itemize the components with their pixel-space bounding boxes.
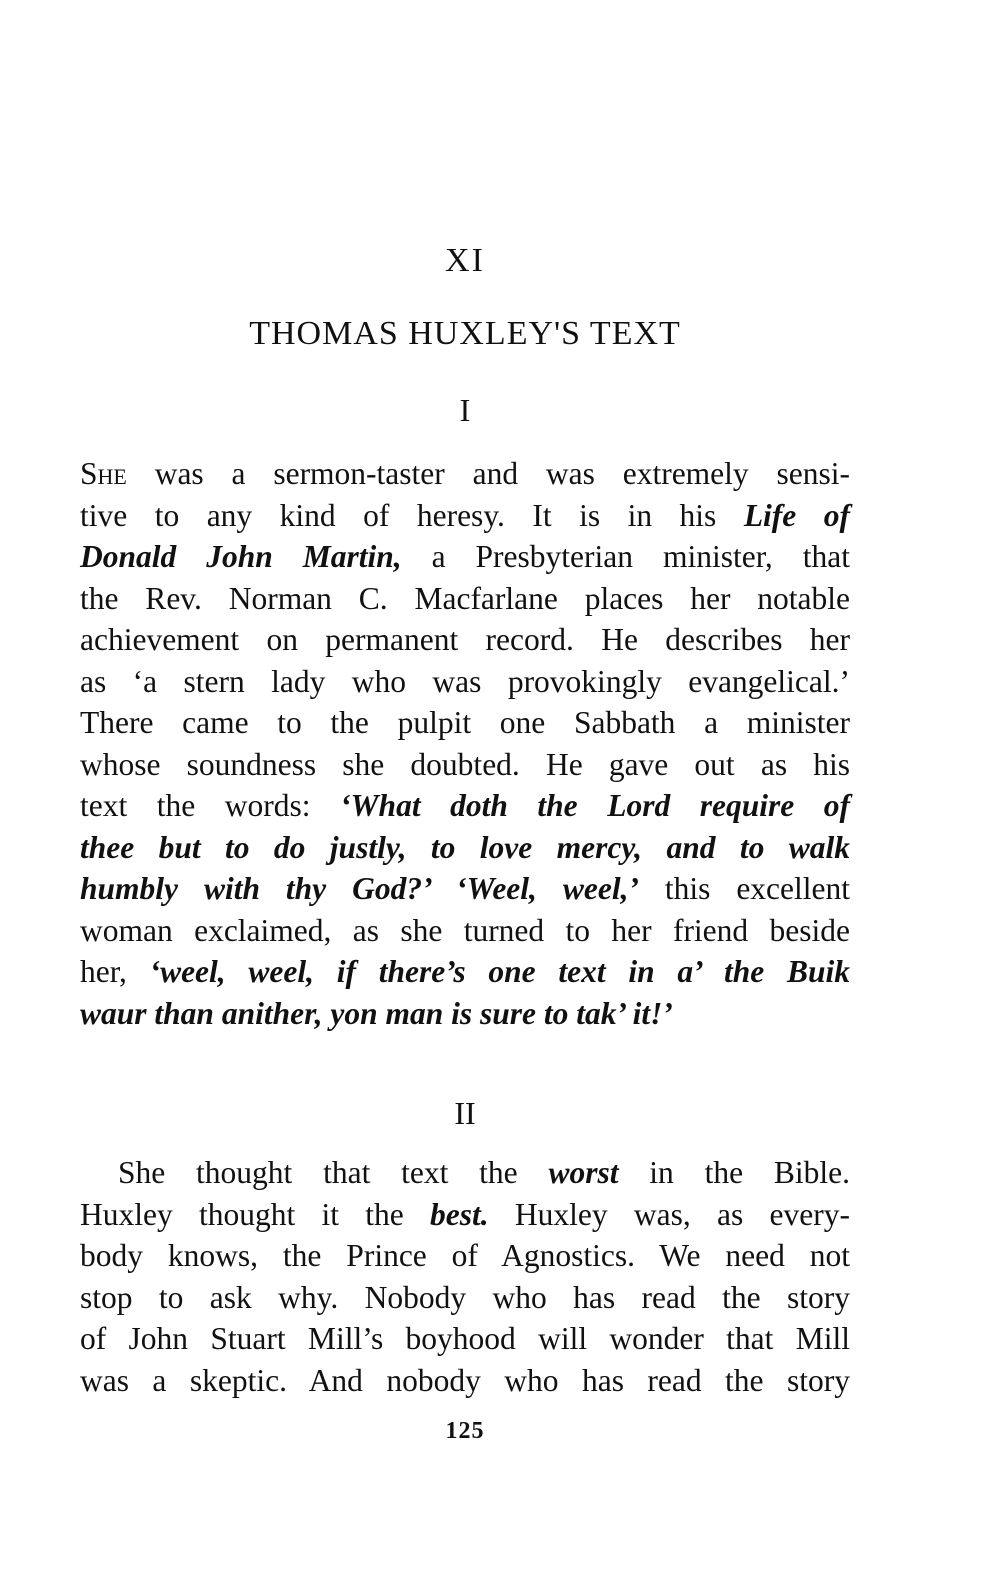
emphasis-italic: worst bbox=[548, 1155, 619, 1190]
text-line bbox=[80, 1152, 850, 1194]
text-line bbox=[80, 785, 850, 827]
text-line bbox=[80, 578, 850, 620]
line-text: her, bbox=[80, 954, 150, 989]
text-line bbox=[80, 1277, 850, 1319]
line-text: achievement on permanent record. He describes her bbox=[80, 622, 850, 657]
text-line bbox=[80, 1235, 850, 1277]
text-line bbox=[80, 1318, 850, 1360]
text-line bbox=[80, 661, 850, 703]
quote-italic: ‘What doth the Lord require of bbox=[340, 788, 850, 823]
book-title-italic: Donald John Martin, bbox=[80, 539, 402, 574]
text-line bbox=[80, 619, 850, 661]
section-number-1: I bbox=[459, 392, 471, 428]
line-text: text the words: bbox=[80, 788, 341, 823]
text-line bbox=[80, 744, 850, 786]
line-text: this excellent bbox=[638, 871, 851, 906]
text-line bbox=[80, 868, 850, 910]
quote-italic: humbly with thy God?’ ‘Weel, weel,’ bbox=[80, 871, 639, 906]
line-text: as ‘a stern lady who was provokingly evangelical.’ bbox=[80, 663, 850, 699]
text-line bbox=[80, 827, 850, 869]
line-text: There came to the pulpit one Sabbath a minister bbox=[80, 705, 850, 740]
line-text: stop to ask why. Nobody who has read the story bbox=[80, 1279, 850, 1315]
paragraph-section-1 bbox=[80, 453, 850, 1034]
emphasis-italic: best. bbox=[430, 1196, 489, 1232]
quote-italic: ‘weel, weel, if there’s one text in a’ the Buik bbox=[149, 954, 850, 989]
drop-word: She bbox=[80, 456, 127, 491]
line-text: was a skeptic. And nobody who has read the story bbox=[80, 1362, 850, 1398]
line-text: woman exclaimed, as she turned to her friend beside bbox=[80, 912, 850, 948]
line-text: a Presbyterian minister, that bbox=[401, 539, 850, 574]
line-text: Huxley thought it the bbox=[80, 1196, 431, 1232]
line-text: She thought that text the bbox=[118, 1155, 549, 1190]
line-text: in the Bible. bbox=[618, 1155, 850, 1190]
text-line bbox=[80, 495, 850, 537]
paragraph-section-2 bbox=[80, 1152, 850, 1401]
line-text: the Rev. Norman C. Macfarlane places her notable bbox=[80, 580, 850, 616]
text-line bbox=[80, 910, 850, 952]
text-line bbox=[80, 993, 850, 1035]
line-text: body knows, the Prince of Agnostics. We need not bbox=[80, 1238, 850, 1273]
text-line bbox=[80, 1194, 850, 1236]
chapter-number: XI bbox=[445, 242, 485, 279]
text-line bbox=[80, 536, 850, 578]
text-line bbox=[80, 1360, 850, 1402]
line-text: tive to any kind of heresy. It is in his bbox=[80, 497, 744, 533]
book-title-italic: Life of bbox=[743, 497, 850, 533]
text-line bbox=[80, 702, 850, 744]
text-line bbox=[80, 453, 850, 495]
line-text: Huxley was, as every- bbox=[488, 1196, 850, 1232]
quote-italic: waur than anither, yon man is sure to tak’ it!’ bbox=[80, 995, 673, 1031]
line-text: of John Stuart Mill’s boyhood will wonder that Mill bbox=[80, 1321, 850, 1356]
quote-italic: thee but to do justly, to love mercy, and to walk bbox=[80, 829, 850, 865]
line-text: whose soundness she doubted. He gave out as his bbox=[80, 746, 850, 782]
line-text: was a sermon-taster and was extremely sensi- bbox=[126, 456, 850, 491]
page-number: 125 bbox=[445, 1418, 485, 1444]
chapter-title: THOMAS HUXLEY'S TEXT bbox=[249, 315, 681, 352]
section-number-2: II bbox=[454, 1095, 476, 1131]
text-line bbox=[80, 951, 850, 993]
book-page bbox=[80, 0, 850, 1578]
